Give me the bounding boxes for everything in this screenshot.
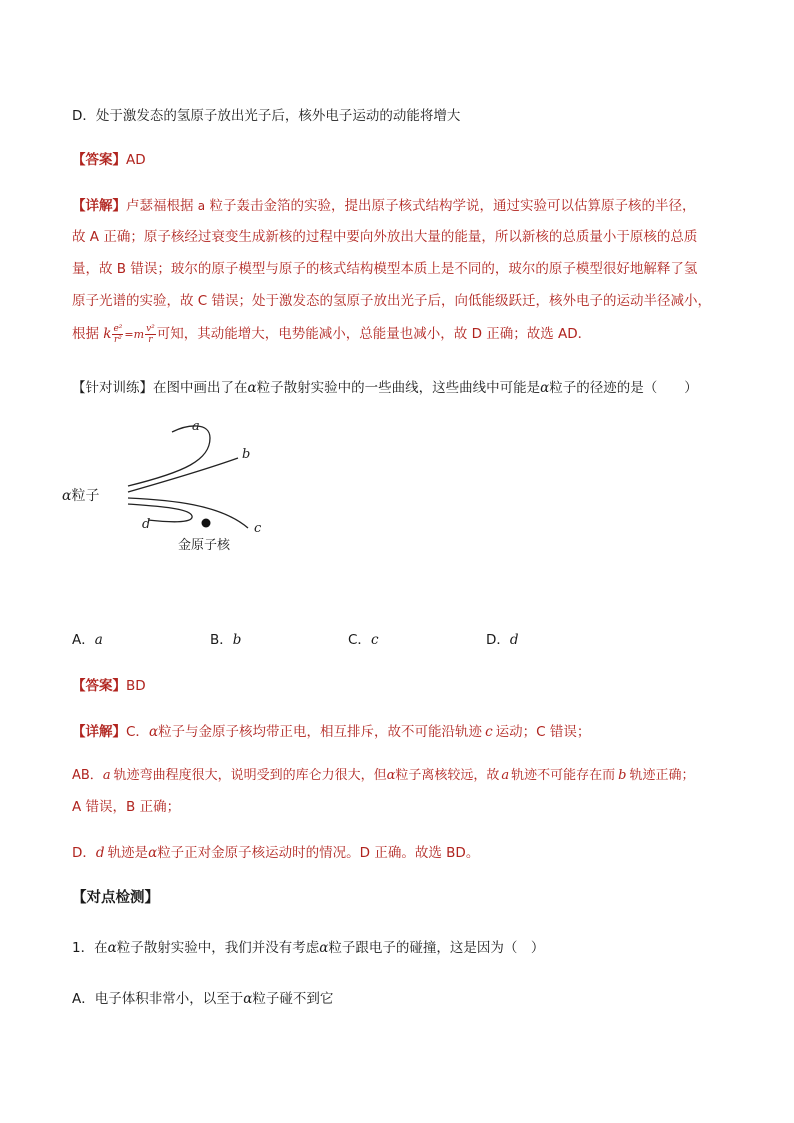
detail-label: 【详解】	[72, 198, 126, 214]
practice-question: 【针对训练】在图中画出了在α粒子散射实验中的一些曲线，这些曲线中可能是α粒子的径迹的是（ ）	[72, 380, 698, 396]
question-1: 1．在α粒子散射实验中，我们并没有考虑α粒子跟电子的碰撞，这是因为（ ）	[72, 940, 545, 956]
alpha-particle-label: α粒子	[62, 488, 100, 504]
curve-label-b: b	[242, 447, 251, 462]
coulomb-formula: k $\frac{\text{e²}}{\text{r²}}$ =m $\frac{\text{v²}}{r}$	[103, 324, 155, 345]
curve-label-d: d	[142, 517, 151, 532]
option-b: B．b	[210, 632, 242, 648]
answer-value: AD	[126, 152, 146, 168]
detail-2-line-3: A 错误，B 正确；	[72, 799, 181, 815]
answer-label: 【答案】	[72, 678, 126, 694]
detail-1-line-4: 原子光谱的实验，故 C 错误；处于激发态的氢原子放出光子后，向低能级跃迁，核外电子的运动半径减小，	[72, 293, 712, 309]
practice-label: 【针对训练】	[72, 380, 153, 396]
detail-2-line-1: 【详解】C．α粒子与金原子核均带正电，相互排斥，故不可能沿轨迹 c 运动；C 错误；	[72, 724, 591, 740]
detail-1-line-3: 量，故 B 错误；玻尔的原子模型与原子的核式结构模型本质上是不同的，玻尔的原子模型很好地解释了氢	[72, 261, 698, 277]
option-a: A．a	[72, 632, 103, 648]
detail-label: 【详解】	[72, 724, 126, 740]
curve-label-c: c	[254, 521, 262, 536]
section-heading: 【对点检测】	[72, 890, 159, 906]
answer-1	[72, 148, 146, 168]
curve-b	[128, 458, 238, 492]
option-c: C．c	[348, 632, 379, 648]
detail-1-line-2: 故 A 正确；原子核经过衰变生成新核的过程中要向外放出大量的能量，所以新核的总质量小于原核的总质	[72, 229, 698, 245]
answer-value: BD	[126, 678, 146, 694]
gold-nucleus-dot	[202, 519, 211, 528]
detail-2-line-4: D．d 轨迹是α粒子正对金原子核运动时的情况。D 正确。故选 BD。	[72, 845, 480, 861]
alpha-symbol: a	[197, 199, 206, 213]
gold-nucleus-label: 金原子核	[178, 538, 231, 553]
answer-label: 【答案】	[72, 152, 126, 168]
option-d: D．d	[486, 632, 519, 648]
detail-text: 可知，其动能增大，电势能减小，总能量也减小，故 D 正确；故选 AD．	[156, 326, 592, 342]
detail-text: 粒子轰击金箔的实验，提出原子核式结构学说，通过实验可以估算原子核的半径，	[205, 198, 696, 214]
detail-1-line-1	[72, 194, 695, 214]
curve-label-a: a	[192, 419, 200, 434]
detail-2-line-2: AB．a 轨迹弯曲程度很大，说明受到的库仑力很大，但α粒子离核较远，故 a 轨迹不可能存在而 b 轨迹正确；	[72, 768, 695, 783]
top-option-d: D．处于激发态的氢原子放出光子后，核外电子运动的动能将增大	[72, 108, 461, 124]
detail-text: 根据	[72, 326, 99, 342]
curve-d	[128, 504, 192, 522]
answer-2	[72, 674, 146, 694]
detail-1-line-5	[72, 321, 591, 348]
detail-text: 卢瑟福根据	[126, 198, 198, 214]
scattering-figure	[60, 410, 290, 570]
question-1-option-a: A．电子体积非常小，以至于α粒子碰不到它	[72, 991, 334, 1007]
curve-a	[128, 426, 210, 486]
